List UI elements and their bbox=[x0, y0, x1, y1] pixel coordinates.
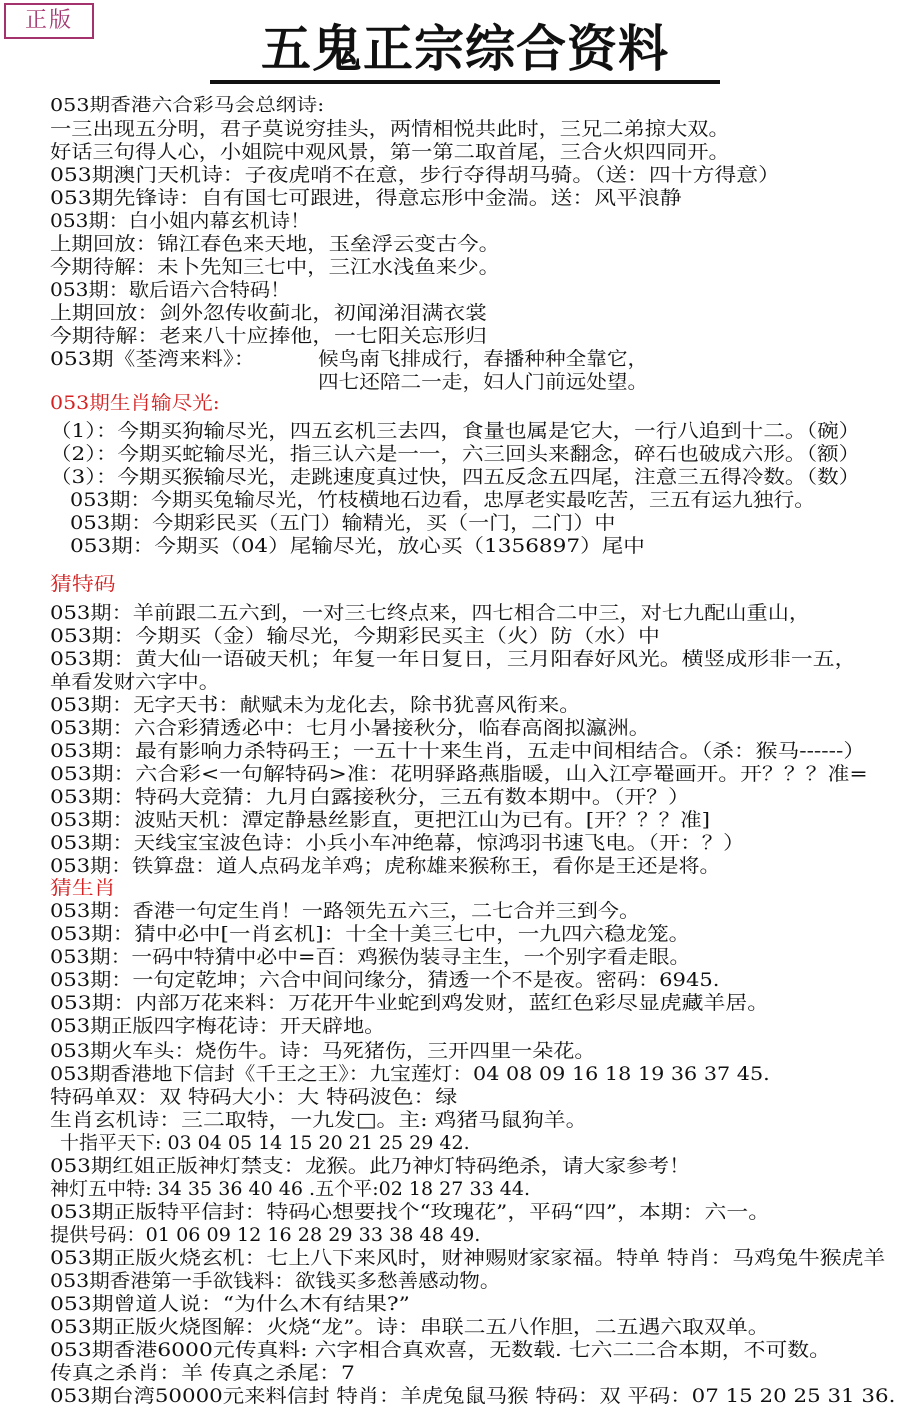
text-line: （1）：今期买狗输尽光，四五玄机三去四，食量也属是它大，一行八追到十二。（碗） bbox=[50, 420, 861, 442]
text-line: 053期：天线宝宝波色诗：小兵小车冲绝幕，惊鸿羽书速飞电。（开：？） bbox=[50, 832, 745, 854]
page-title: 五鬼正宗综合资料 bbox=[210, 20, 720, 84]
text-line: 053期香港地下信封《千王之王》：九宝莲灯：04 08 09 16 18 19 36 37 45. bbox=[50, 1063, 770, 1085]
text-line: 053期：六合彩<一句解特码>准：花明驿路燕脂暖，山入江亭罨画开。开？？？准= bbox=[50, 763, 868, 785]
text-line: 提供号码：01 06 09 12 16 28 29 33 38 48 49. bbox=[50, 1224, 481, 1246]
text-line: 053期正版四字梅花诗：开天辟地。 bbox=[50, 1015, 386, 1037]
text-line: 053期正版火烧图解：火烧“龙”。诗：串联二五八作胆，二五遇六取双单。 bbox=[50, 1316, 770, 1338]
text-line: 053期：歇后语六合特码！ bbox=[50, 279, 291, 301]
text-line: 053期正版特平信封：特码心想要找个“玫瑰花”，平码“四”，本期：六一。 bbox=[50, 1201, 771, 1223]
text-line: 四七还陪二一走，妇人门前远处望。 bbox=[318, 371, 649, 393]
text-line: 053期火车头：烧伤牛。诗：马死猪伤，三开四里一朵花。 bbox=[50, 1040, 596, 1062]
text-line: 053期香港6000元传真料: 六字相合真欢喜，无数载. 七六二二合本期，不可数。 bbox=[50, 1339, 832, 1361]
text-line: 053期：一句定乾坤；六合中间问缘分，猜透一个不是夜。密码：6945. bbox=[50, 969, 720, 991]
text-line: 今期待解：老来八十应捧他，一七阳关忘形归 bbox=[50, 325, 488, 347]
section-heading-guess-zodiac: 猜生肖 bbox=[50, 877, 116, 899]
text-line: 053期：香港一句定生肖！一路领先五六三，二七合并三到今。 bbox=[50, 900, 641, 922]
text-line: 053期：今期买（04）尾输尽光，放心买（1356897）尾中 bbox=[70, 535, 645, 557]
text-line: 053期：铁算盘：道人点码龙羊鸡；虎称雄来猴称王，看你是王还是将。 bbox=[50, 855, 721, 877]
text-line: 053期澳门天机诗：子夜虎哨不在意，步行夺得胡马骑。（送：四十方得意） bbox=[50, 164, 780, 186]
text-line: 053期：今期买（金）输尽光，今期彩民买主（火）防（水）中 bbox=[50, 625, 660, 647]
text-line: 053期：内部万花来料：万花开牛业蛇到鸡发财，蓝红色彩尽显虎藏羊居。 bbox=[50, 992, 770, 1014]
text-line: 053期台湾50000元来料信封 特肖：羊虎兔鼠马猴 特码：双 平码：07 15 20 25 31 36. bbox=[50, 1385, 896, 1407]
text-line: 053期正版火烧玄机：七上八下来风时，财神赐财家家福。特单 特肖：马鸡兔牛猴虎羊 bbox=[50, 1247, 886, 1269]
text-line: 053期《荃湾来料》： bbox=[50, 348, 256, 370]
text-line: 053期：特码大竞猜：九月白露接秋分，三五有数本期中。（开？） bbox=[50, 786, 690, 808]
section-heading-guess-special-number: 猜特码 bbox=[50, 573, 116, 595]
text-line: 十指平天下: 03 04 05 14 15 20 21 25 29 42. bbox=[60, 1132, 470, 1154]
text-line: 053期：黄大仙一语破天机；年复一年日复日，三月阳春好风光。横竖成形非一五， bbox=[50, 648, 857, 670]
text-line: 053期香港第一手欲钱料：欲钱买多愁善感动物。 bbox=[50, 1270, 501, 1292]
text-line: 传真之杀肖：羊 传真之杀尾：7 bbox=[50, 1362, 355, 1384]
text-line: 候鸟南飞排成行，春播种种全靠它， bbox=[318, 348, 649, 370]
text-line: 053期：白小姐内幕玄机诗！ bbox=[50, 210, 311, 232]
text-line: 053期曾道人说：“为什么木有结果?” bbox=[50, 1293, 410, 1315]
text-line: 特码单双：双 特码大小：大 特码波色：绿 bbox=[50, 1086, 458, 1108]
text-line: 053期：最有影响力杀特码王；一五十十来生肖，五走中间相结合。（杀：猴马------） bbox=[50, 740, 866, 762]
text-line: 053期香港六合彩马会总纲诗: bbox=[50, 95, 325, 116]
section-heading-zodiac-lose: 053期生肖输尽光: bbox=[50, 392, 220, 414]
text-line: （3）：今期买猴输尽光，走跳速度真过快，四五反念五四尾，注意三五得冷数。（数） bbox=[50, 466, 861, 488]
text-line: 神灯五中特: 34 35 36 40 46 .五个平:02 18 27 33 44. bbox=[50, 1178, 531, 1200]
genuine-edition-badge: 正版 bbox=[4, 3, 94, 39]
text-line: 053期：无字天书：献赋未为龙化去，除书犹喜风衔来。 bbox=[50, 694, 581, 716]
text-line: 上期回放：剑外忽传收蓟北，初闻涕泪满衣裳 bbox=[50, 302, 488, 324]
text-line: 生肖玄机诗：三二取特，一九发□。主: 鸡猪马鼠狗羊。 bbox=[50, 1109, 588, 1131]
text-line: 053期：猜中必中[一肖玄机]：十全十美三七中，一九四六稳龙笼。 bbox=[50, 923, 691, 945]
text-line: 053期：羊前跟二五六到，一对三七终点来，四七相合二中三，对七九配山重山， bbox=[50, 602, 811, 624]
text-line: 一三出现五分明，君子莫说穷挂头，两情相悦共此时，三兄二弟掠大双。 bbox=[50, 118, 730, 140]
text-line: 053期红姐正版神灯禁支：龙猴。此乃神灯特码绝杀，请大家参考！ bbox=[50, 1155, 691, 1177]
text-line: 053期：六合彩猜透必中：七月小暑接秋分，临春高阁拟瀛洲。 bbox=[50, 717, 651, 739]
text-line: 053期：今期买兔输尽光，竹枝横地石边看，忠厚老实最吃苦，三五有运九独行。 bbox=[70, 489, 816, 511]
text-line: 上期回放：锦江春色来天地，玉垒浮云变古今。 bbox=[50, 233, 501, 255]
text-line: 053期先锋诗：自有国七可跟进，得意忘形中金湍。送：风平浪静 bbox=[50, 187, 682, 209]
text-line: 053期：今期彩民买（五门）输精光，买（一门，二门）中 bbox=[70, 512, 616, 534]
text-line: （2）：今期买蛇输尽光，指三认六是一一，六三回头来翻念，碎石也破成六形。（额） bbox=[50, 443, 861, 465]
text-line: 053期：波贴天机：潭定静悬丝影直，更把江山为已有。[开？？？准] bbox=[50, 809, 711, 831]
text-line: 053期：一码中特猜中必中=百：鸡猴伪装寻主生，一个别字看走眼。 bbox=[50, 946, 691, 968]
text-line: 好话三句得人心，小姐院中观风景，第一第二取首尾，三合火炽四同开。 bbox=[50, 141, 730, 163]
text-line: 单看发财六字中。 bbox=[50, 671, 220, 693]
text-line: 今期待解：未卜先知三七中，三江水浅鱼来少。 bbox=[50, 256, 501, 278]
